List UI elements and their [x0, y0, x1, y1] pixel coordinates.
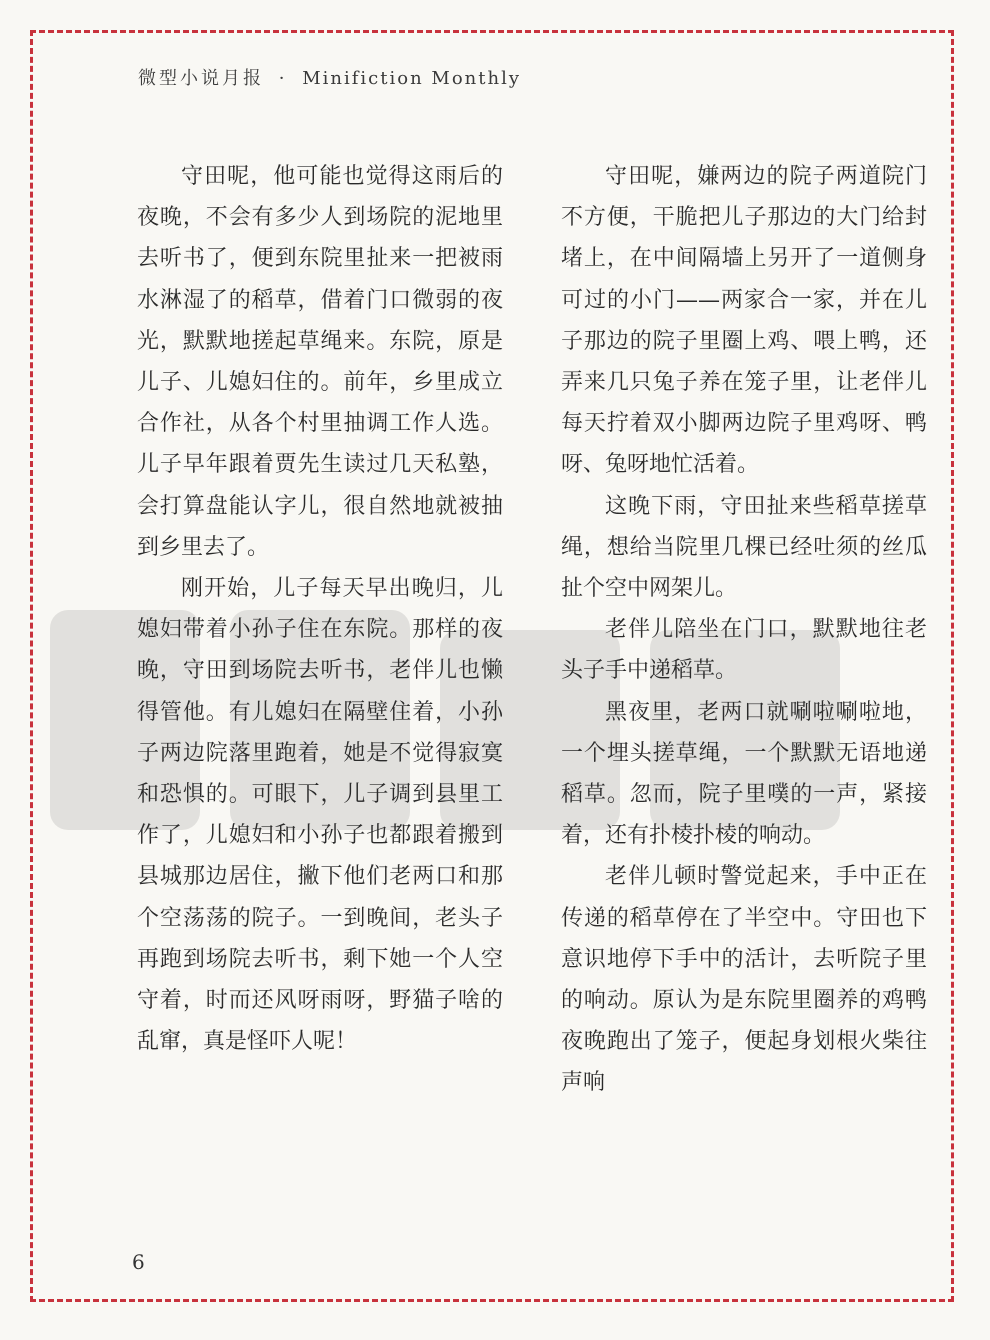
- page-number: 6: [132, 1250, 145, 1274]
- paragraph: 刚开始，儿子每天早出晚归，儿媳妇带着小孙子住在东院。那样的夜晚，守田到场院去听书，老伴儿也懒得管他。有儿媳妇在隔壁住着，小孙子两边院落里跑着，她是不觉得寂寞和恐惧的。可眼下，儿子调到县里工作了，儿媳妇和小孙子也都跟着搬到县城那边居住，撇下他们老两口和那个空荡荡的院子。一到晚间，老头子再跑到场院去听书，剩下她一个人空守着，时而还风呀雨呀，野猫子啥的乱窜，真是怪吓人呢！: [137, 576, 503, 1055]
- paragraph: 守田呢，他可能也觉得这雨后的夜晚，不会有多少人到场院的泥地里去听书了，便到东院里扯来一把被雨水淋湿了的稻草，借着门口微弱的夜光，默默地搓起草绳来。东院，原是儿子、儿媳妇住的。前年，乡里成立合作社，从各个村里抽调工作人选。儿子早年跟着贾先生读过几天私塾，会打算盘能认字儿，很自然地就被抽到乡里去了。: [137, 164, 503, 560]
- journal-title-en: Minifiction Monthly: [302, 68, 521, 89]
- header-separator: ·: [278, 68, 288, 89]
- left-text-column: [137, 156, 503, 1062]
- paragraph: 老伴儿陪坐在门口，默默地往老头子手中递稻草。: [561, 617, 927, 684]
- paragraph: 这晚下雨，守田扯来些稻草搓草绳，想给当院里几棵已经吐须的丝瓜扯个空中网架儿。: [561, 493, 927, 602]
- right-text-column: [561, 156, 927, 1104]
- paragraph: 黑夜里，老两口就唰啦唰啦地，一个埋头搓草绳，一个默默无语地递稻草。忽而，院子里噗的一声，紧接着，还有扑棱扑棱的响动。: [561, 699, 927, 849]
- journal-title-cn: 微型小说月报: [138, 68, 264, 89]
- paragraph: 守田呢，嫌两边的院子两道院门不方便，干脆把儿子那边的大门给封堵上，在中间隔墙上另开了一道侧身可过的小门——两家合一家，并在儿子那边的院子里圈上鸡、喂上鸭，还弄来几只兔子养在笼子里，让老伴儿每天拧着双小脚两边院子里鸡呀、鸭呀、兔呀地忙活着。: [561, 164, 927, 478]
- running-header: [138, 64, 521, 90]
- paragraph: 老伴儿顿时警觉起来，手中正在传递的稻草停在了半空中。守田也下意识地停下手中的活计，去听院子里的响动。原认为是东院里圈养的鸡鸭夜晚跑出了笼子，便起身划根火柴往声响: [561, 864, 927, 1096]
